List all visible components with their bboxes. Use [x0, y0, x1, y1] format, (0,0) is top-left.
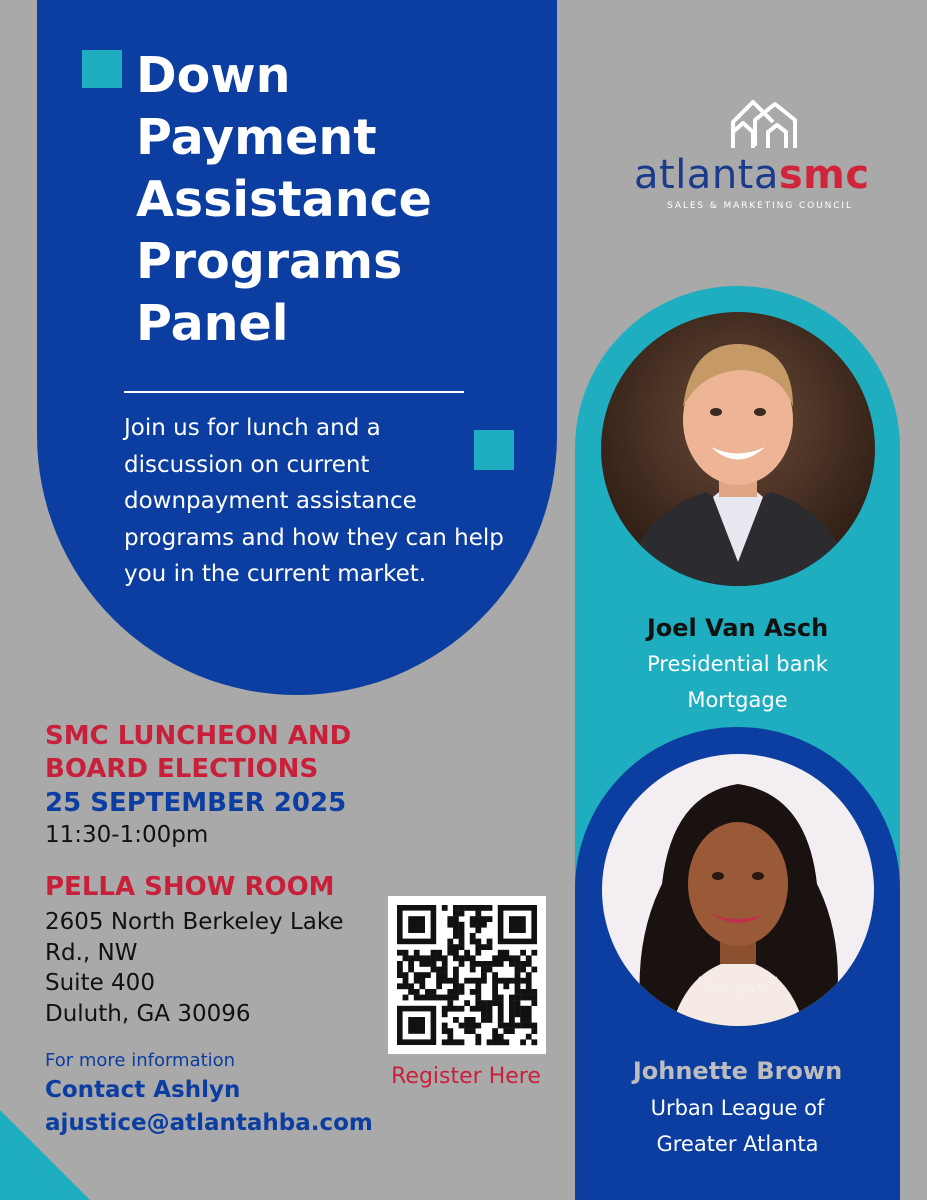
intro-text: Join us for lunch and a discussion on current downpayment assistance programs and how they can help you in the current market.	[124, 415, 504, 587]
speaker-1-org	[575, 646, 900, 718]
contact-email-link[interactable]: ajustice@atlantahba.com	[45, 1110, 373, 1136]
speaker-2-org-line: Urban League of	[650, 1096, 825, 1120]
venue-address	[45, 907, 344, 1029]
title-line: Panel	[136, 295, 289, 352]
speaker-2-photo	[602, 754, 874, 1026]
event-time: 11:30-1:00pm	[45, 822, 209, 848]
title-line: Payment	[136, 109, 377, 166]
speaker-2-name: Johnette Brown	[632, 1057, 843, 1085]
event-date: 25 SEPTEMBER 2025	[45, 788, 347, 818]
info-label: For more information	[45, 1050, 236, 1071]
speaker-1-org-line: Presidential bank	[647, 652, 828, 676]
decorative-corner	[0, 1110, 90, 1200]
speaker-2-org-line: Greater Atlanta	[656, 1132, 819, 1156]
address-line: 2605 North Berkeley Lake	[45, 909, 344, 935]
event-heading	[45, 720, 351, 786]
event-heading-line: SMC LUNCHEON AND	[45, 721, 352, 751]
speaker-1-photo	[601, 312, 875, 586]
speaker-1-name: Joel Van Asch	[646, 614, 829, 642]
title-line: Programs	[136, 233, 403, 290]
address-line: Duluth, GA 30096	[45, 1000, 251, 1027]
logo-tagline: SALES & MARKETING COUNCIL	[667, 201, 853, 211]
speaker-1-org-line: Mortgage	[687, 688, 788, 712]
page-title	[136, 45, 496, 355]
logo-word-smc: smc	[778, 152, 870, 198]
speaker-2-org	[575, 1090, 900, 1162]
address-line: Rd., NW	[45, 939, 138, 966]
register-link[interactable]: Register Here	[391, 1064, 541, 1089]
logo-word-atlanta: atlanta	[634, 152, 779, 198]
event-heading-line: BOARD ELECTIONS	[45, 754, 319, 784]
qr-code-icon[interactable]	[388, 896, 546, 1054]
decorative-square	[82, 50, 122, 88]
logo-wordmark	[634, 152, 870, 198]
venue-name: PELLA SHOW ROOM	[45, 872, 335, 902]
title-divider	[124, 391, 464, 393]
title-line: Assistance	[136, 171, 432, 228]
contact-name: Contact Ashlyn	[45, 1077, 241, 1103]
address-line: Suite 400	[45, 970, 155, 996]
title-line: Down	[136, 47, 291, 104]
